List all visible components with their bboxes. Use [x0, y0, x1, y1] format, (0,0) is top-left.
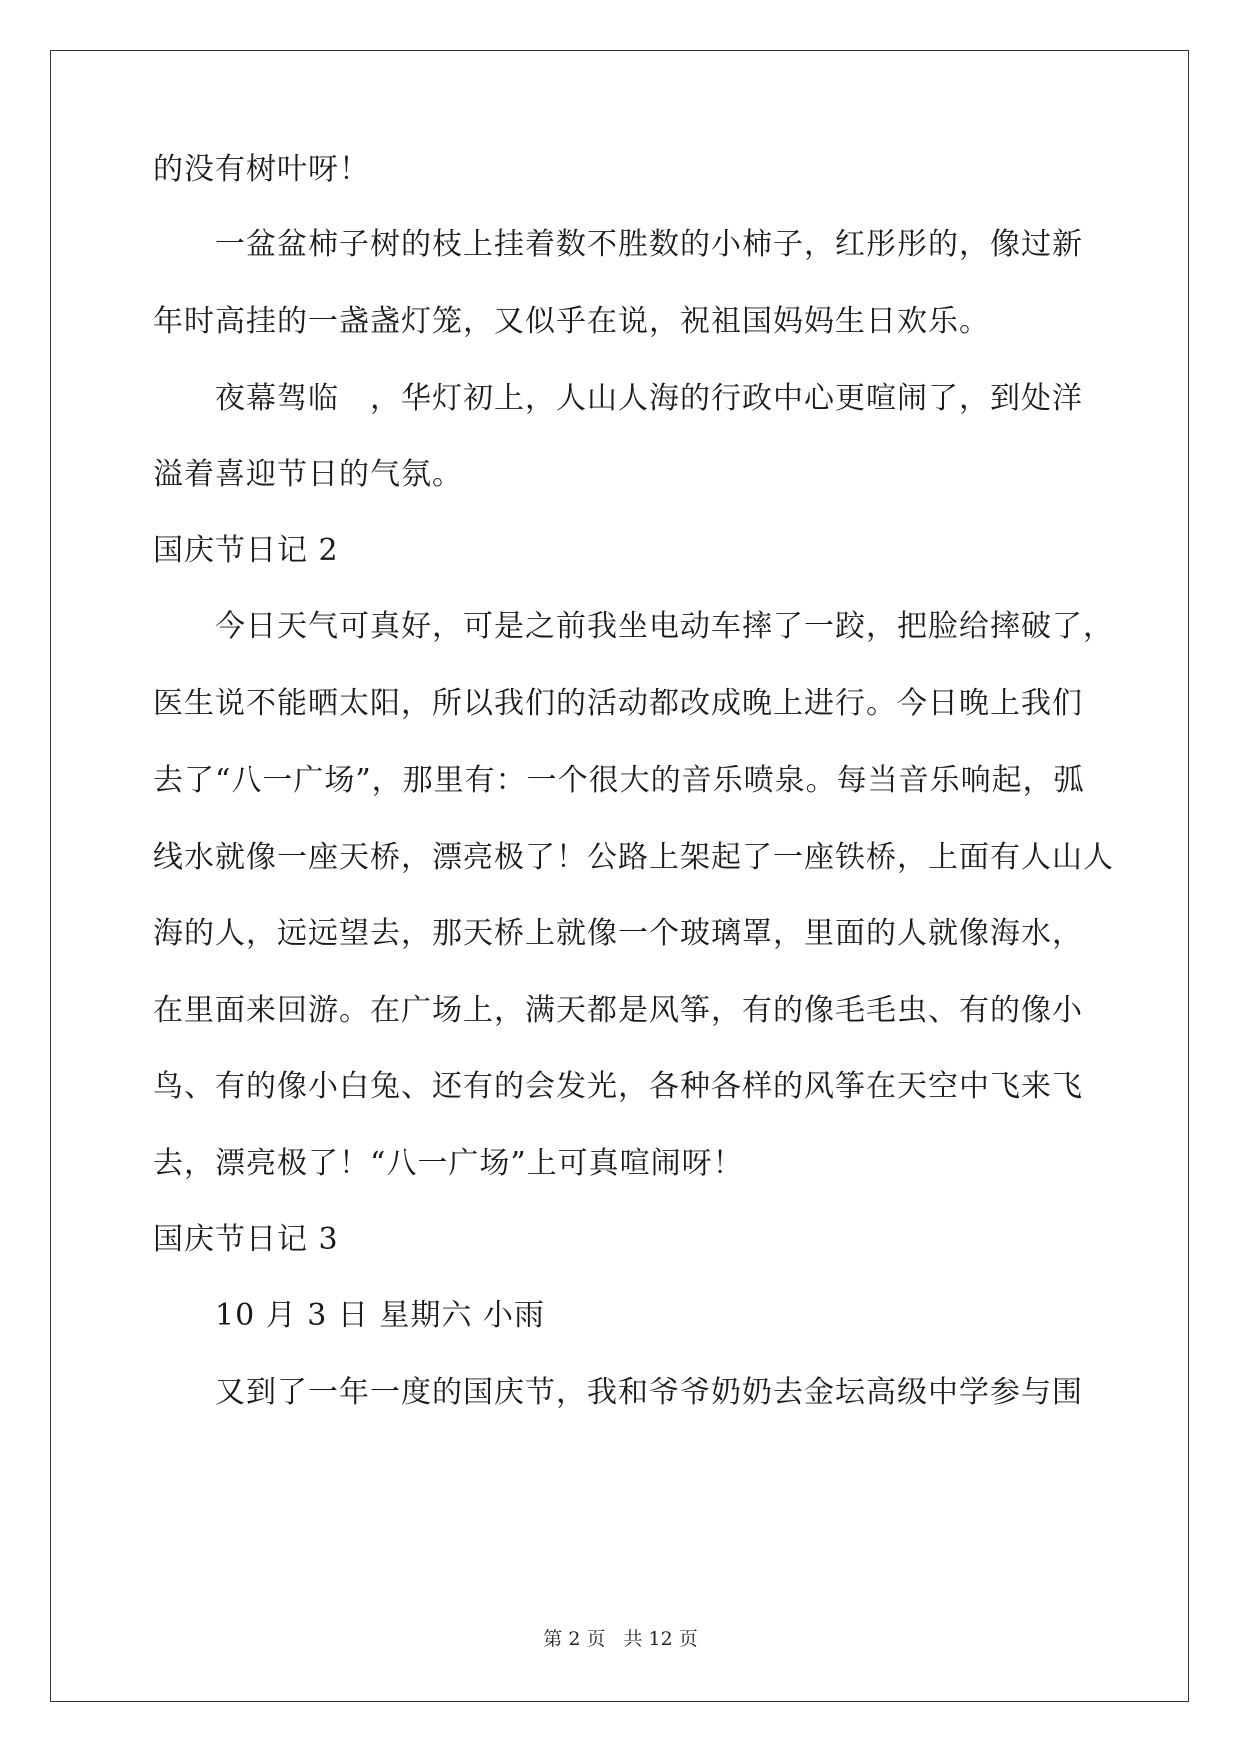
text-line: 一盆盆柿子树的枝上挂着数不胜数的小柿子，红彤彤的，像过新 — [215, 227, 1083, 262]
date-line: 10 月 3 日 星期六 小雨 — [215, 1298, 545, 1333]
text-line: 海的人，远远望去，那天桥上就像一个玻璃罩，里面的人就像海水， — [153, 916, 1083, 951]
text-line: 在里面来回游。在广场上，满天都是风筝，有的像毛毛虫、有的像小 — [153, 993, 1083, 1028]
text-line: 年时高挂的一盏盏灯笼，又似乎在说，祝祖国妈妈生日欢乐。 — [153, 304, 990, 339]
page-footer — [0, 1627, 1241, 1651]
text-line: 今日天气可真好，可是之前我坐电动车摔了一跤，把脸给摔破了， — [215, 609, 1114, 644]
text-line: 线水就像一座天桥，漂亮极了！公路上架起了一座铁桥，上面有人山人 — [153, 840, 1114, 875]
page-number: 第 2 页 — [543, 1628, 606, 1650]
text-line: 去了“八一广场”，那里有：一个很大的音乐喷泉。每当音乐响起，弧 — [153, 763, 1085, 798]
text-line: 医生说不能晒太阳，所以我们的活动都改成晚上进行。今日晚上我们 — [153, 686, 1083, 721]
text-line: 去，漂亮极了！“八一广场”上可真喧闹呀！ — [153, 1146, 744, 1181]
text-line: 又到了一年一度的国庆节，我和爷爷奶奶去金坛高级中学参与围 — [215, 1375, 1083, 1410]
page-total: 共 12 页 — [623, 1628, 698, 1650]
text-line: 鸟、有的像小白兔、还有的会发光，各种各样的风筝在天空中飞来飞 — [153, 1069, 1083, 1104]
section-heading: 国庆节日记 2 — [153, 533, 339, 568]
text-line: 的没有树叶呀！ — [153, 152, 370, 187]
text-line: 溢着喜迎节日的气氛。 — [153, 457, 463, 492]
section-heading: 国庆节日记 3 — [153, 1222, 339, 1257]
text-line: 夜幕驾临 ，华灯初上，人山人海的行政中心更喧闹了，到处洋 — [215, 381, 1083, 416]
